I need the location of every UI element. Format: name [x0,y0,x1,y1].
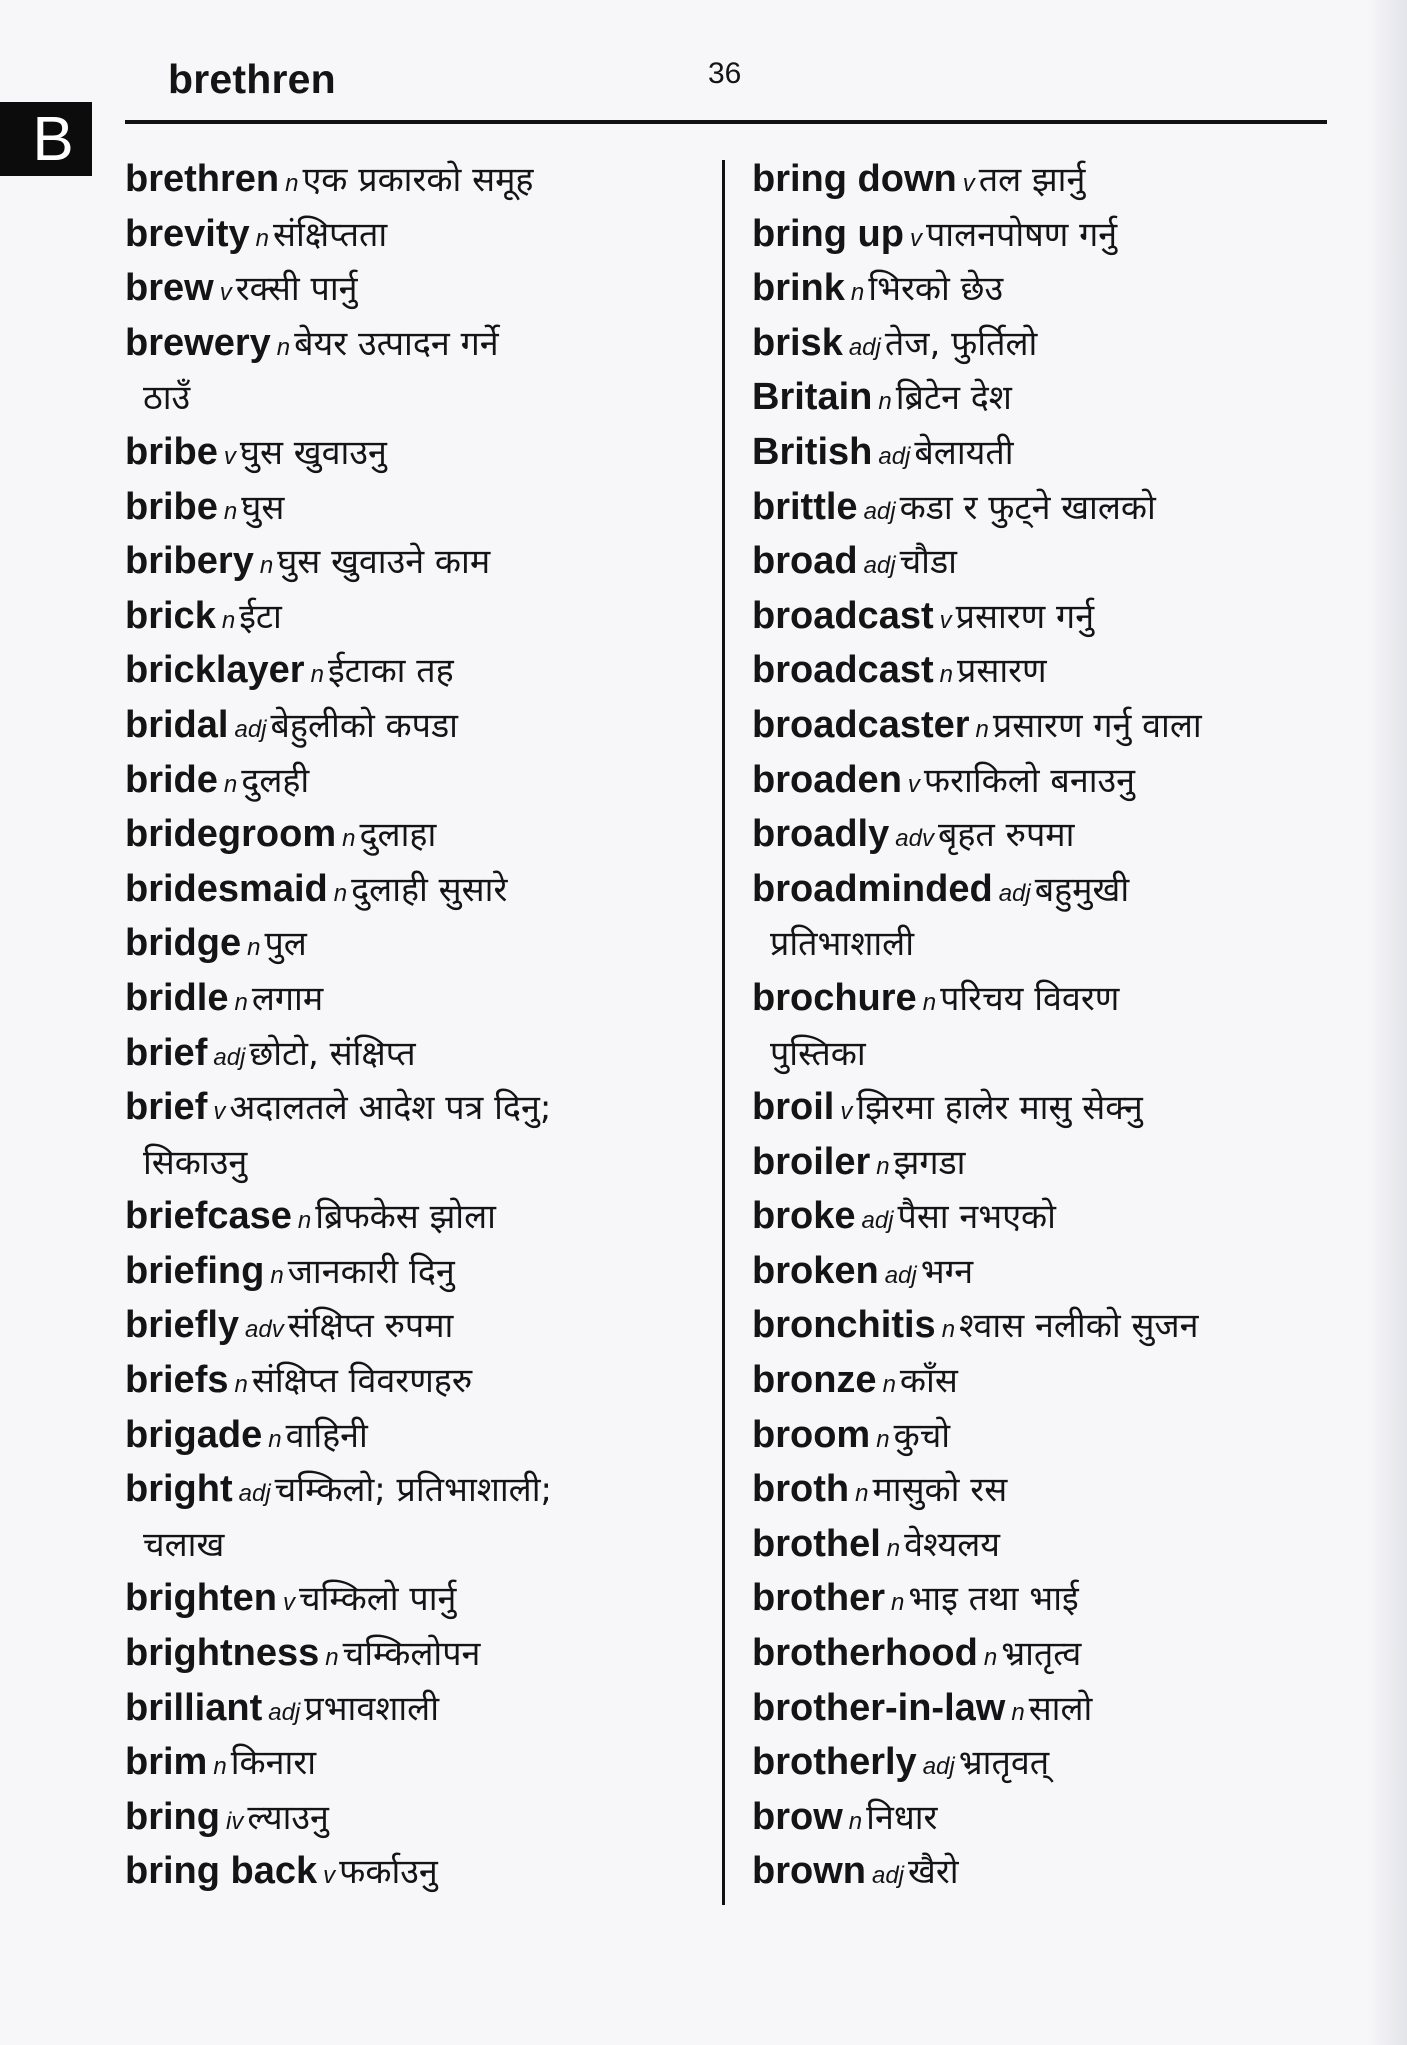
entry-gloss: घुस [241,487,285,528]
entry-headword: broke [752,1195,856,1238]
entry-gloss: चम्किलो पार्नु [298,1579,457,1620]
right-column [752,152,1342,1899]
entry-gloss: ब्रिफकेस झोला [315,1197,496,1238]
dictionary-entry [752,1571,1342,1626]
letter-tab-label: B [32,104,74,174]
entry-headword: brewery [125,321,271,364]
dictionary-entry [125,1681,715,1736]
entry-gloss-continuation-text: प्रतिभाशाली [770,924,915,965]
entry-headword: brotherhood [752,1632,978,1675]
entry-headword: broadminded [752,867,993,910]
dictionary-entry [125,1298,715,1353]
entry-headword: brevity [125,212,250,255]
entry-part-of-speech: adj [234,715,267,743]
dictionary-entry [752,1353,1342,1408]
dictionary-entry [125,916,715,971]
entry-headword: brink [752,267,845,310]
entry-gloss: लगाम [251,978,324,1019]
entry-part-of-speech: n [247,934,261,962]
entry-part-of-speech: n [297,1207,312,1235]
entry-part-of-speech: n [234,1371,248,1399]
entry-headword: bridesmaid [125,867,328,910]
entry-gloss: बेलायती [914,432,1014,473]
dictionary-entry [752,534,1342,589]
entry-gloss: बहुमुखी [1034,869,1130,910]
entry-part-of-speech: v [907,770,920,798]
dictionary-entry [125,261,715,316]
entry-gloss: चम्किलो; प्रतिभाशाली; [274,1470,552,1511]
dictionary-entry [752,589,1342,644]
entry-gloss: संक्षिप्त रुपमा [287,1306,454,1347]
entry-gloss: काँस [899,1361,958,1402]
entry-gloss: घुस खुवाउने काम [277,542,491,583]
entry-gloss: पालनपोषण गर्नु [925,214,1118,255]
left-column [125,152,715,1899]
entry-part-of-speech: n [285,170,299,197]
entry-part-of-speech: n [882,1371,896,1399]
entry-gloss: भ्रातृत्व [1001,1634,1082,1675]
dictionary-entry [752,1408,1342,1463]
dictionary-entry [125,534,715,589]
entry-part-of-speech: n [268,1425,282,1453]
entry-part-of-speech: n [325,1644,339,1672]
dictionary-entry [125,1353,715,1408]
entry-headword: broadcast [752,594,934,637]
entry-part-of-speech: n [1011,1698,1025,1726]
entry-gloss: कुचो [893,1415,951,1456]
entry-gloss: चम्किलोपन [342,1634,481,1675]
entry-gloss: बेहुलीको कपडा [270,705,458,746]
entry-headword: bridge [125,922,242,965]
entry-part-of-speech: v [213,1098,226,1126]
entry-gloss: संक्षिप्त विवरणहरु [251,1361,473,1402]
entry-headword: bridle [125,976,229,1019]
entry-headword: bring down [752,158,957,200]
dictionary-entry [752,1244,1342,1299]
entry-headword: brigade [125,1413,263,1456]
dictionary-entry [125,1844,715,1899]
entry-part-of-speech: n [259,552,274,580]
entry-headword: bride [125,758,218,801]
entry-gloss: ब्रिटेन देश [895,378,1012,419]
entry-headword: broom [752,1413,871,1456]
entry-part-of-speech: iv [225,1807,244,1835]
entry-gloss: चौडा [899,542,957,583]
dictionary-entry [125,1026,715,1081]
entry-gloss: कडा र फुट्ने खालको [899,487,1156,528]
entry-gloss: निधार [866,1797,938,1838]
entry-part-of-speech: n [223,770,238,798]
entry-headword: bring up [752,212,904,255]
entry-headword: brief [125,1031,208,1074]
entry-gloss: तेज, फुर्तिलो [884,323,1038,364]
page-edge-shadow [1367,0,1407,2045]
entry-part-of-speech: n [983,1644,998,1672]
entry-gloss-continuation [125,370,715,425]
dictionary-entry [752,480,1342,535]
entry-part-of-speech: n [213,1753,227,1781]
entry-gloss: तल झार्नु [978,160,1086,200]
entry-part-of-speech: adv [245,1316,284,1344]
entry-part-of-speech: n [878,388,892,416]
dictionary-entry [752,1080,1342,1135]
entry-part-of-speech: n [922,988,937,1016]
entry-headword: briefs [125,1359,229,1402]
entry-part-of-speech: adj [238,1480,271,1508]
entry-gloss: जानकारी दिनु [287,1251,455,1292]
dictionary-entry [125,1626,715,1681]
entry-headword: briefcase [125,1195,292,1238]
entry-gloss: रक्सी पार्नु [235,269,358,310]
entry-part-of-speech: v [939,606,952,634]
entry-headword: brother [752,1577,885,1620]
entry-headword: brow [752,1795,843,1838]
entry-gloss-continuation-text: ठाउँ [143,378,191,419]
entry-gloss: प्रसारण गर्नु वाला [992,705,1202,746]
page-number: 36 [708,57,742,90]
entry-headword: brightness [125,1632,320,1675]
entry-gloss-continuation [125,1135,715,1190]
entry-gloss-continuation-text: चलाख [143,1524,225,1565]
entry-headword: brother-in-law [752,1686,1006,1729]
dictionary-entry [125,971,715,1026]
entry-gloss: दुलाही सुसारे [351,869,508,910]
entry-headword: broaden [752,758,902,801]
entry-gloss-continuation-text: सिकाउनु [143,1142,248,1183]
entry-part-of-speech: n [876,1152,890,1180]
entry-headword: broken [752,1249,879,1292]
dictionary-entry [125,643,715,698]
dictionary-entry [752,807,1342,862]
entry-gloss: प्रसारण गर्नु [955,596,1095,637]
entry-gloss: फर्काउनु [339,1852,438,1893]
dictionary-entry [752,643,1342,698]
entry-gloss: पुल [264,924,307,965]
entry-part-of-speech: v [219,279,232,307]
entry-part-of-speech: adj [884,1261,917,1289]
entry-part-of-speech: n [221,606,236,634]
entry-headword: broad [752,540,858,583]
dictionary-entry [752,698,1342,753]
entry-headword: bricklayer [125,649,305,692]
entry-gloss-continuation [752,916,1342,971]
entry-part-of-speech: n [223,497,238,525]
entry-gloss: वाहिनी [285,1415,368,1456]
entry-gloss: एक प्रकारको समूह [302,160,534,200]
entry-headword: brisk [752,321,843,364]
dictionary-entry [752,425,1342,480]
entry-gloss: भ्रातृवत् [958,1743,1050,1784]
running-head: brethren [168,56,336,102]
entry-headword: broadly [752,813,890,856]
entry-headword: broiler [752,1140,871,1183]
entry-part-of-speech: n [310,661,324,689]
dictionary-entry [752,862,1342,917]
entry-part-of-speech: adj [268,1698,301,1726]
dictionary-entry [752,753,1342,808]
entry-headword: brothel [752,1522,881,1565]
letter-tab [0,102,92,176]
entry-part-of-speech: n [941,1316,956,1344]
dictionary-entry [752,261,1342,316]
entry-headword: brew [125,267,214,310]
entry-part-of-speech: v [223,442,236,470]
entry-part-of-speech: v [840,1098,853,1126]
entry-gloss-continuation [752,1026,1342,1081]
entry-gloss: दुलही [241,760,310,801]
column-divider [722,160,725,1905]
entry-gloss: प्रसारण [956,651,1047,692]
entry-gloss: भिरको छेउ [868,269,1004,310]
entry-headword: broadcaster [752,703,970,746]
dictionary-entry [125,480,715,535]
entry-part-of-speech: adj [871,1862,905,1890]
entry-part-of-speech: n [234,988,248,1016]
entry-headword: bring back [125,1850,318,1893]
entry-part-of-speech: v [962,170,975,197]
entry-headword: brotherly [752,1741,917,1784]
entry-headword: bright [125,1468,233,1511]
entry-gloss: वेश्यलय [904,1524,1000,1565]
entry-gloss: प्रभावशाली [304,1688,440,1729]
entry-gloss: झगडा [893,1142,966,1183]
dictionary-entry [125,753,715,808]
dictionary-entry [752,1844,1342,1899]
dictionary-entry [125,807,715,862]
dictionary-entry [752,1462,1342,1517]
dictionary-entry [752,207,1342,262]
entry-headword: brittle [752,485,858,528]
dictionary-entry [125,1462,715,1517]
entry-headword: brim [125,1741,208,1784]
entry-part-of-speech: adj [863,497,896,525]
dictionary-entry [752,1135,1342,1190]
entry-gloss: ईटा [239,596,282,637]
entry-part-of-speech: adj [922,1753,955,1781]
entry-part-of-speech: adj [878,442,911,470]
entry-headword: bridegroom [125,813,337,856]
dictionary-entry [125,589,715,644]
entry-headword: bribe [125,430,218,473]
entry-gloss: श्वास नलीको सुजन [959,1306,1199,1347]
entry-part-of-speech: adj [998,879,1031,907]
dictionary-entry [125,862,715,917]
entry-gloss: परिचय विवरण [940,978,1120,1019]
entry-headword: broadcast [752,649,934,692]
entry-headword: broth [752,1468,850,1511]
entry-part-of-speech: n [876,1425,890,1453]
entry-part-of-speech: n [886,1534,901,1562]
entry-headword: brighten [125,1577,277,1620]
entry-headword: bridal [125,703,229,746]
dictionary-entry [752,152,1342,207]
dictionary-entry [752,1626,1342,1681]
entry-part-of-speech: n [255,224,269,252]
dictionary-entry [752,971,1342,1026]
entry-gloss: ल्याउनु [247,1797,329,1838]
dictionary-entry [752,370,1342,425]
entry-gloss-continuation-text: पुस्तिका [770,1033,866,1074]
entry-part-of-speech: n [891,1589,905,1617]
dictionary-entry [125,1790,715,1845]
entry-part-of-speech: v [282,1589,295,1617]
entry-part-of-speech: n [855,1480,869,1508]
entry-part-of-speech: v [323,1862,336,1890]
dictionary-entry [125,1408,715,1463]
dictionary-entry [752,316,1342,371]
dictionary-entry [125,1189,715,1244]
entry-headword: bronchitis [752,1304,936,1347]
entry-gloss: पैसा नभएको [897,1197,1056,1238]
entry-headword: brilliant [125,1686,263,1729]
entry-gloss: अदालतले आदेश पत्र दिनु; [229,1088,552,1129]
entry-headword: briefing [125,1249,265,1292]
entry-gloss: भाइ तथा भाई [908,1579,1079,1620]
entry-gloss: फराकिलो बनाउनु [923,760,1136,801]
entry-gloss: खैरो [908,1852,959,1893]
entry-gloss: सालो [1028,1688,1093,1729]
entry-gloss: छोटो, संक्षिप्त [249,1033,416,1074]
entry-part-of-speech: n [848,1807,863,1835]
dictionary-entry [125,152,715,207]
entry-part-of-speech: n [270,1261,284,1289]
entry-headword: bribery [125,540,254,583]
entry-part-of-speech: n [276,333,291,361]
dictionary-entry [752,1298,1342,1353]
entry-gloss: संक्षिप्तता [272,214,388,255]
dictionary-entry [752,1517,1342,1572]
dictionary-entry [125,1571,715,1626]
entry-gloss: झिरमा हालेर मासु सेक्नु [856,1088,1143,1129]
dictionary-entry [125,207,715,262]
dictionary-entry [752,1681,1342,1736]
entry-part-of-speech: n [342,825,356,853]
entry-part-of-speech: n [975,715,989,743]
entry-headword: British [752,430,873,473]
dictionary-entry [752,1189,1342,1244]
dictionary-entry [125,1080,715,1135]
entry-gloss-continuation [125,1517,715,1572]
entry-headword: brief [125,1086,208,1129]
entry-gloss: किनारा [230,1743,317,1784]
entry-gloss: दुलाहा [359,815,437,856]
entry-part-of-speech: n [850,279,865,307]
entry-headword: briefly [125,1304,240,1347]
dictionary-entry [125,1244,715,1299]
header-rule [125,120,1327,124]
entry-gloss: बृहत रुपमा [937,815,1075,856]
entry-headword: Britain [752,376,873,419]
entry-part-of-speech: n [939,661,953,689]
entry-headword: broil [752,1086,835,1129]
entry-part-of-speech: adj [213,1043,246,1071]
dictionary-entry [125,698,715,753]
dictionary-entry [125,316,715,371]
entry-headword: brick [125,594,216,637]
entry-part-of-speech: adj [861,1207,894,1235]
dictionary-entry [752,1790,1342,1845]
entry-headword: brochure [752,976,917,1019]
entry-gloss: मासुको रस [872,1470,1008,1511]
entry-gloss: बेयर उत्पादन गर्ने [294,323,499,364]
entry-part-of-speech: v [909,224,922,252]
entry-headword: brown [752,1850,866,1893]
entry-gloss: भग्न [920,1251,974,1292]
dictionary-entry [125,425,715,480]
entry-headword: brethren [125,158,280,200]
entry-part-of-speech: adj [848,333,881,361]
dictionary-entry [125,1735,715,1790]
entry-gloss: ईटाका तह [327,651,454,692]
dictionary-entry [752,1735,1342,1790]
entry-headword: bribe [125,485,218,528]
entry-part-of-speech: n [333,879,348,907]
entry-part-of-speech: adv [895,825,934,853]
entry-headword: bronze [752,1359,877,1402]
entry-headword: bring [125,1795,220,1838]
entry-gloss: घुस खुवाउनु [239,432,387,473]
entry-part-of-speech: adj [863,552,896,580]
